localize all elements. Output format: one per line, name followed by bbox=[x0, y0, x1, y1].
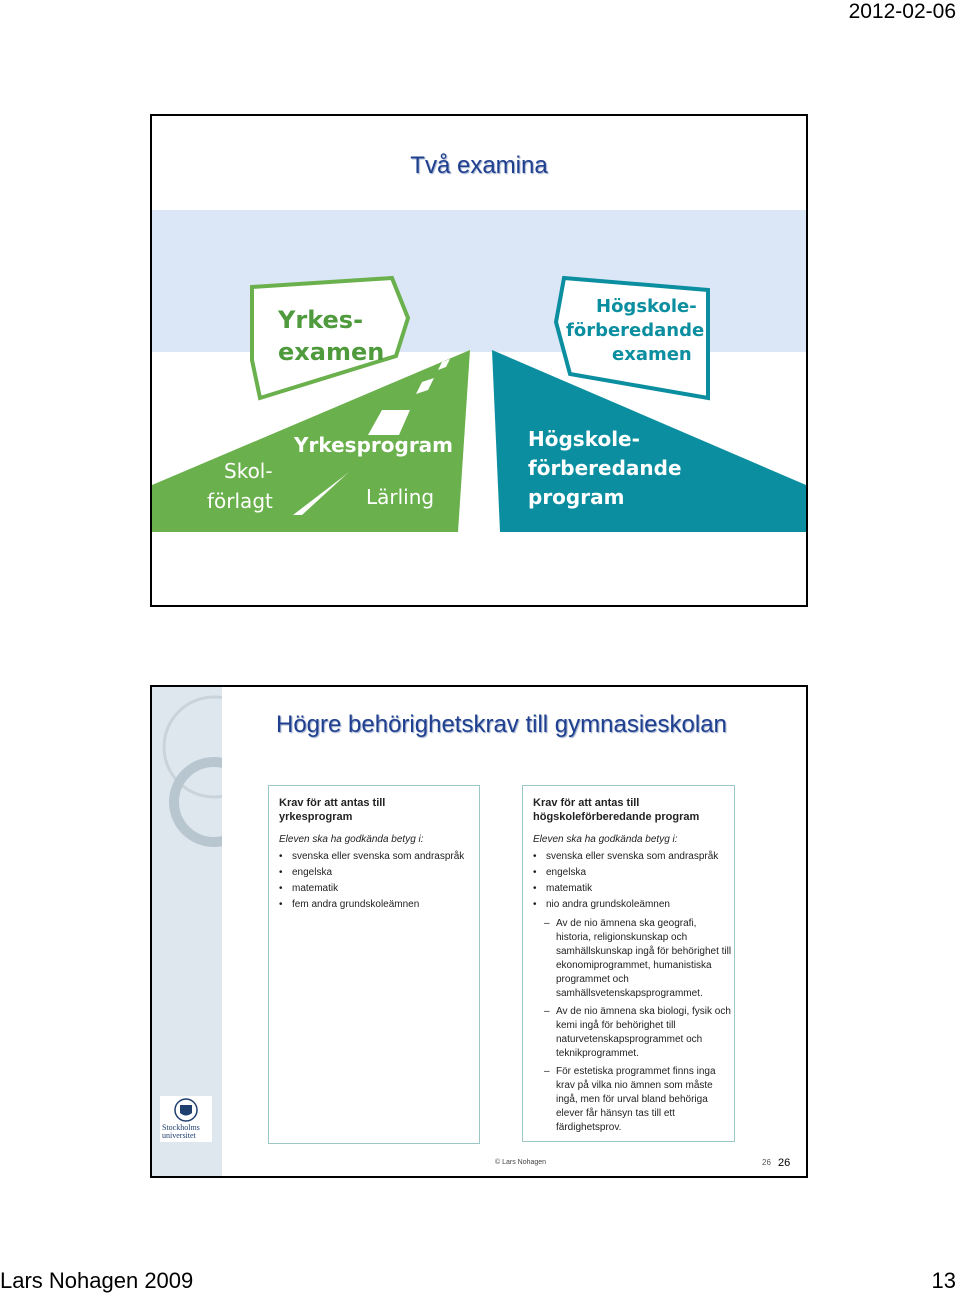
requirements-list bbox=[269, 849, 479, 913]
decorative-circles bbox=[152, 687, 222, 887]
road-left-label: Yrkesprogram bbox=[294, 433, 454, 457]
logo-line2: universitet bbox=[162, 1131, 196, 1140]
slide-2 bbox=[150, 685, 808, 1178]
roads-illustration bbox=[152, 210, 806, 532]
slide-number: 26 bbox=[778, 1157, 791, 1169]
sign-right-line2: förberedande bbox=[566, 320, 705, 341]
box-heading-line1: Krav för att antas till bbox=[279, 797, 386, 809]
list-item: • engelska bbox=[279, 865, 479, 881]
road-left-sub1-line2: förlagt bbox=[207, 489, 273, 513]
box-intro: Eleven ska ha godkända betyg i: bbox=[279, 834, 424, 845]
logo-line1: Stockholms bbox=[162, 1123, 200, 1132]
slide-1-title: Två examina bbox=[410, 152, 548, 179]
road-right-line3: program bbox=[528, 485, 625, 509]
list-item: • svenska eller svenska som andraspråk bbox=[533, 849, 734, 865]
copyright: © Lars Nohagen bbox=[495, 1159, 547, 1166]
list-item: • nio andra grundskoleämnen bbox=[533, 897, 734, 913]
sign-left-line1: Yrkes- bbox=[278, 306, 364, 334]
box-heading bbox=[533, 796, 734, 824]
requirements-academic bbox=[522, 785, 735, 1142]
sub-list-item: – Av de nio ämnena ska geografi, historia, religionskunskap och samhällskunskap ingå för behörighet till ekonomiprogrammet, humanistiska programmet och samhällsvetenskapsprogrammet. bbox=[533, 917, 734, 1001]
slide-2-title: Högre behörighetskrav till gymnasieskolan bbox=[276, 711, 727, 738]
header-date: 2012-02-06 bbox=[848, 0, 956, 23]
footer-page-number: 13 bbox=[931, 1268, 956, 1293]
list-item: • svenska eller svenska som andraspråk bbox=[279, 849, 479, 865]
crest-icon bbox=[160, 1096, 212, 1124]
road-left-sub1-line1: Skol- bbox=[224, 459, 273, 483]
box-heading-line2: högskoleförberedande program bbox=[533, 811, 700, 823]
stockholm-university-logo bbox=[160, 1096, 212, 1142]
road-left-sub2: Lärling bbox=[366, 485, 435, 509]
list-item: • matematik bbox=[533, 881, 734, 897]
sub-list-item: – För estetiska programmet finns inga krav på vilka nio ämnen som måste ingå, men för urval bland behöriga elever får hänsyn tas till ett färdighetsprov. bbox=[533, 1065, 734, 1135]
box-heading-line2: yrkesprogram bbox=[279, 811, 353, 823]
list-item: • engelska bbox=[533, 865, 734, 881]
sign-right-line1: Högskole- bbox=[596, 296, 697, 317]
list-item: • fem andra grundskoleämnen bbox=[279, 897, 479, 913]
slide-1 bbox=[150, 114, 808, 607]
box-intro: Eleven ska ha godkända betyg i: bbox=[533, 834, 678, 845]
box-heading-line1: Krav för att antas till bbox=[533, 797, 640, 809]
slide-number-small: 26 bbox=[762, 1158, 771, 1167]
box-heading bbox=[279, 796, 479, 824]
requirements-vocational bbox=[268, 785, 480, 1144]
sign-left-line2: examen bbox=[278, 338, 385, 366]
sub-list-item: – Av de nio ämnena ska biologi, fysik och kemi ingå för behörighet till naturvetenskapsprogrammet och teknikprogrammet. bbox=[533, 1005, 734, 1061]
road-right-line1: Högskole- bbox=[528, 427, 640, 451]
footer-author: Lars Nohagen 2009 bbox=[0, 1268, 194, 1293]
road-right-line2: förberedande bbox=[528, 456, 682, 480]
list-item: • matematik bbox=[279, 881, 479, 897]
requirements-list bbox=[523, 849, 734, 1135]
sign-right-line3: examen bbox=[612, 344, 692, 365]
logo-text bbox=[162, 1124, 200, 1140]
